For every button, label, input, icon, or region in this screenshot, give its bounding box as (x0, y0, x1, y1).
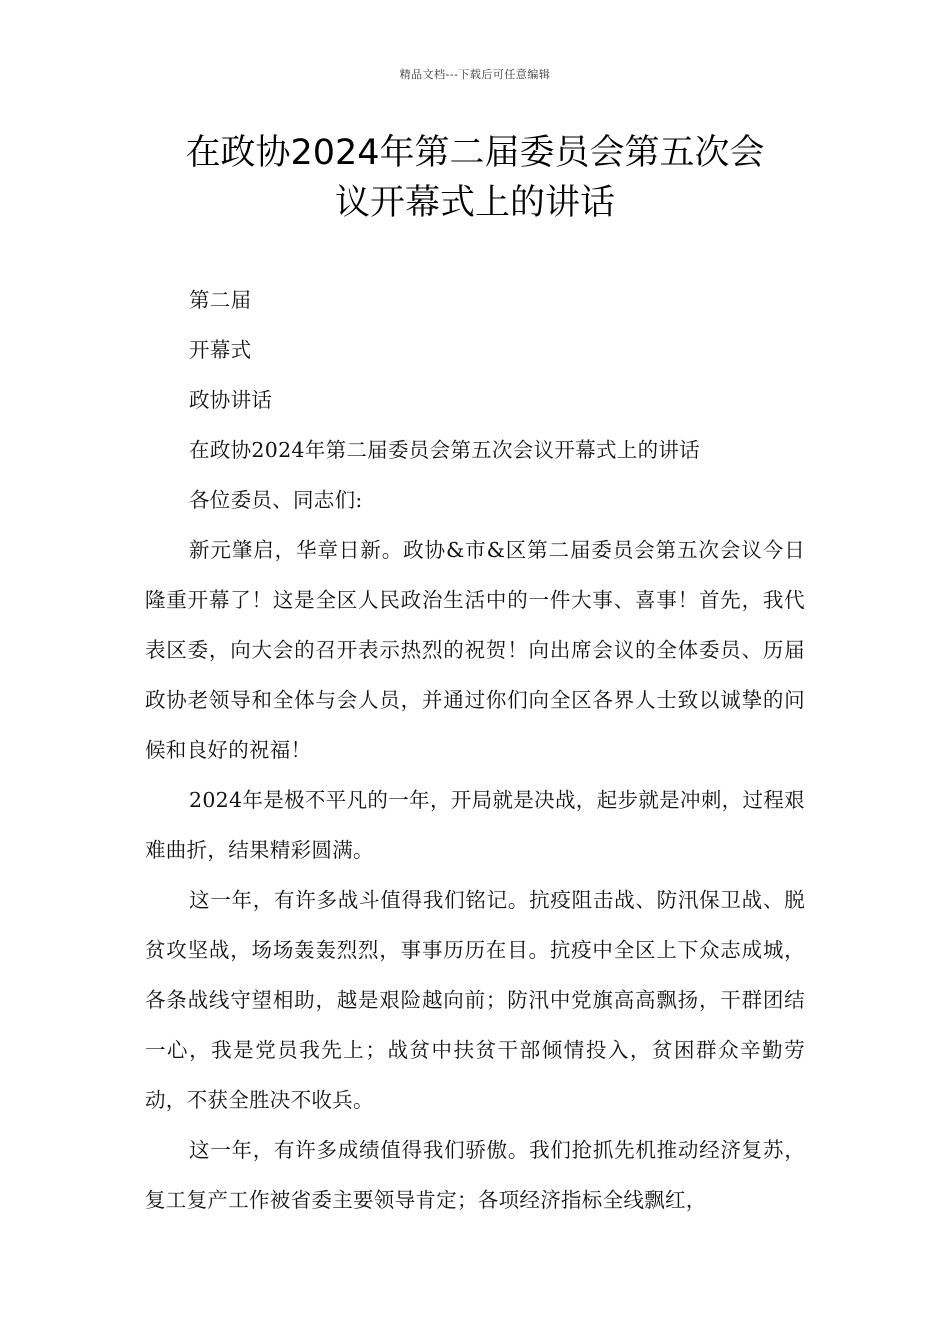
keyword-opening: 开幕式 (189, 338, 252, 362)
title-line-1: 在政协2024年第二届委员会第五次会 (185, 133, 765, 173)
paragraph-opening: 新元肇启，华章日新。政协&市&区第二届委员会第五次会议今日隆重开幕了！这是全区人民政治生活中的一件大事、喜事！首先，我代表区委，向大会的召开表示热烈的祝贺！向出席会议的全体委员、历届政协老领导和全体与会人员，并通过你们向全区各界人士致以诚挚的问候和良好的祝福！ (145, 538, 805, 762)
header-note: 精品文档---下载后可任意编辑 (399, 68, 551, 81)
paragraph-achievements: 这一年，有许多成绩值得我们骄傲。我们抢抓先机推动经济复苏，复工复产工作被省委主要领导肯定；各项经济指标全线飘红， (145, 1138, 805, 1212)
speech-heading: 在政协2024年第二届委员会第五次会议开幕式上的讲话 (189, 438, 700, 462)
paragraph-battles: 这一年，有许多战斗值得我们铭记。抗疫阻击战、防汛保卫战、脱贫攻坚战，场场轰轰烈烈，事事历历在目。抗疫中全区上下众志成城，各条战线守望相助，越是艰险越向前；防汛中党旗高高飘扬，干群团结一心，我是党员我先上；战贫中扶贫干部倾情投入，贫困群众辛勤劳动，不获全胜决不收兵。 (145, 888, 805, 1112)
document-body (145, 275, 805, 1225)
keyword-speech: 政协讲话 (189, 388, 273, 412)
salutation: 各位委员、同志们: (189, 488, 363, 512)
keyword-session: 第二届 (189, 288, 252, 312)
document-title (0, 128, 950, 228)
paragraph-year-review: 2024年是极不平凡的一年，开局就是决战，起步就是冲刺，过程艰难曲折，结果精彩圆满。 (145, 788, 805, 862)
title-line-2: 议开幕式上的讲话 (334, 183, 615, 223)
